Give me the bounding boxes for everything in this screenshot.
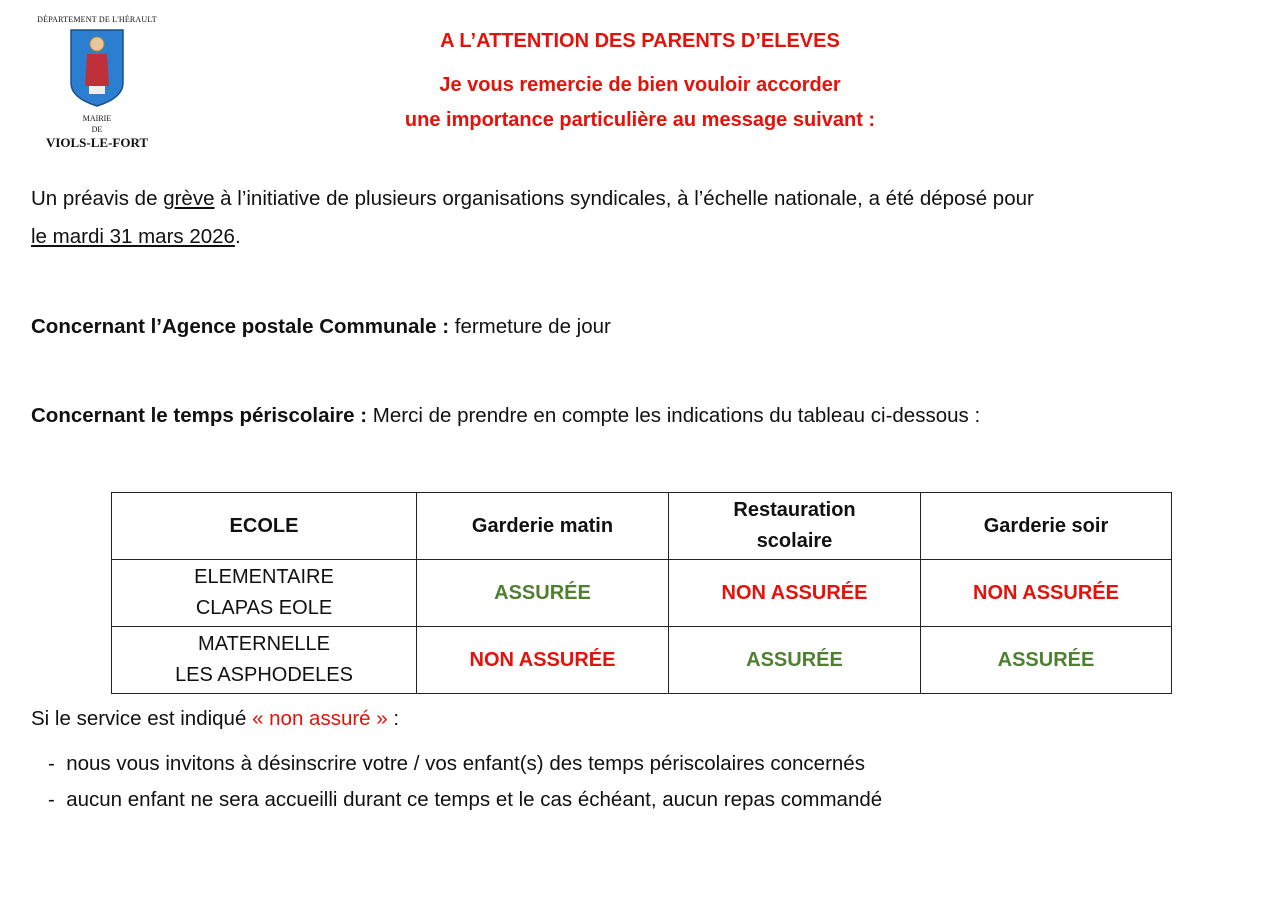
bullet-text: aucun enfant ne sera accueilli durant ce temps et le cas échéant, aucun repas commandé (66, 788, 883, 811)
school-name-line2: CLAPAS EOLE (195, 597, 333, 619)
agence-paragraph (31, 315, 611, 339)
intro-line-1 (31, 187, 1034, 211)
intro-greve: grève (163, 187, 215, 210)
intro-line-2 (31, 225, 241, 249)
notice-quote: « non assuré » (252, 707, 388, 730)
page-title: A L’ATTENTION DES PARENTS D’ELEVES (440, 30, 840, 52)
list-item: - aucun enfant ne sera accueilli durant ce temps et le cas échéant, aucun repas commandé (48, 788, 883, 811)
logo-mairie: MAIRIE (82, 114, 112, 123)
status-matin: ASSURÉE (417, 560, 669, 627)
agence-label: Concernant l’Agence postale Communale : (31, 315, 450, 338)
notice-text: Si le service est indiqué (31, 707, 253, 730)
school-name-line1: MATERNELLE (198, 633, 330, 655)
logo-commune: VIOLS-LE-FORT (45, 135, 149, 150)
status-restauration: ASSURÉE (669, 627, 921, 694)
agence-text: fermeture de jour (449, 315, 611, 338)
periscolaire-label: Concernant le temps périscolaire : (31, 404, 368, 427)
subtitle-line-2: une importance particulière au message suivant : (404, 109, 876, 131)
periscolaire-text: Merci de prendre en compte les indications du tableau ci-dessous : (367, 404, 981, 427)
status-soir: ASSURÉE (921, 627, 1172, 694)
notice-end: : (387, 707, 400, 730)
periscolaire-paragraph (31, 404, 980, 428)
bullet-text: nous vous invitons à désinscrire votre / vos enfant(s) des temps périscolaires concernés (66, 752, 865, 775)
table-row (112, 627, 1172, 694)
status-restauration: NON ASSURÉE (669, 560, 921, 627)
intro-text-2: à l’initiative de plusieurs organisations syndicales, à l’échelle nationale, a été déposé pour (214, 187, 1034, 210)
school-cell (112, 627, 417, 694)
school-cell (112, 560, 417, 627)
header-restauration (669, 493, 921, 560)
status-matin: NON ASSURÉE (417, 627, 669, 694)
subtitle-line-1: Je vous remercie de bien vouloir accorder (439, 74, 841, 96)
status-soir: NON ASSURÉE (921, 560, 1172, 627)
notice-line (31, 707, 399, 731)
header-ecole: ECOLE (112, 493, 417, 560)
list-item: - nous vous invitons à désinscrire votre / vos enfant(s) des temps périscolaires concernés (48, 752, 865, 775)
header-garderie-matin: Garderie matin (417, 493, 669, 560)
school-name-line2: LES ASPHODELES (175, 664, 353, 686)
header-restauration-line1: Restauration (733, 499, 856, 521)
header-garderie-soir: Garderie soir (921, 493, 1172, 560)
table-header-row (112, 493, 1172, 560)
logo-de: DE (91, 125, 103, 134)
intro-text: Un préavis de (31, 187, 164, 210)
service-table (111, 492, 1172, 694)
strike-date: le mardi 31 mars 2026 (31, 225, 235, 248)
header-restauration-line2: scolaire (756, 530, 833, 552)
logo-departement: DÉPARTEMENT DE L'HÉRAULT (37, 15, 157, 24)
intro-end: . (234, 225, 241, 248)
table-row (112, 560, 1172, 627)
school-name-line1: ELEMENTAIRE (194, 566, 334, 588)
